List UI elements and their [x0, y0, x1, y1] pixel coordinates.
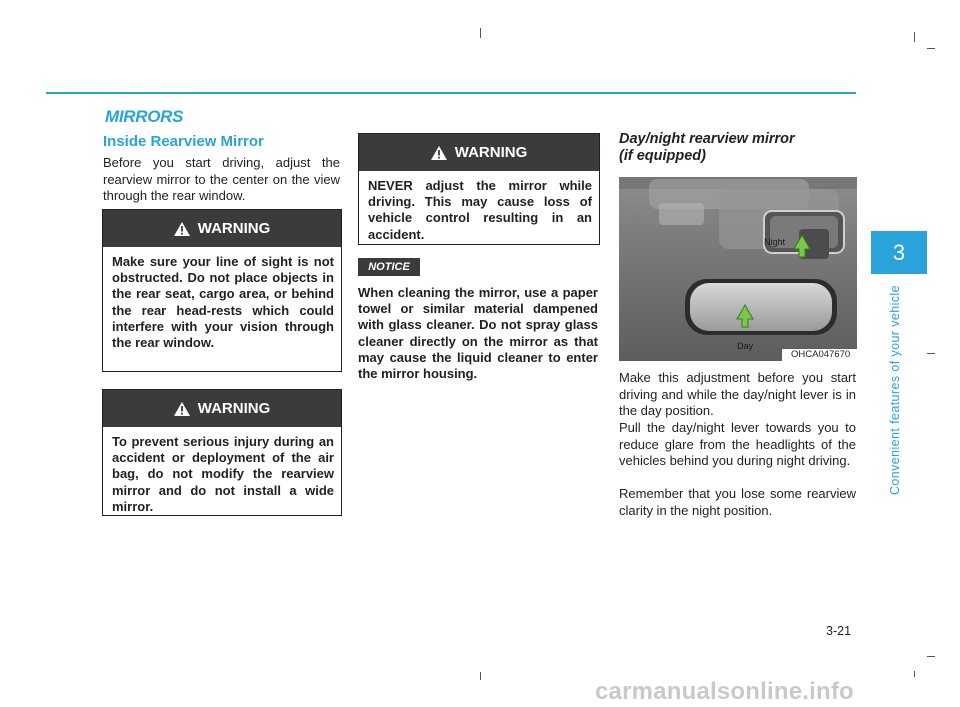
- warning-box: [358, 133, 600, 245]
- crop-mark: [480, 28, 481, 38]
- daynight-heading: [619, 131, 859, 165]
- section-title: MIRRORS: [105, 107, 184, 126]
- crop-mark: [914, 32, 915, 42]
- header-rule: [46, 92, 856, 94]
- warning-label: WARNING: [454, 144, 528, 161]
- warning-header: [103, 390, 341, 427]
- figure-code: OHCA047670: [791, 349, 851, 360]
- warning-label: WARNING: [197, 400, 271, 417]
- day-label: Day: [737, 341, 754, 351]
- subsection-heading: Inside Rearview Mirror: [103, 133, 264, 150]
- warning-text: NEVER adjust the mirror while driving. This may cause loss of vehicle control resulting in an accident.: [368, 178, 592, 242]
- chapter-tab: 3: [871, 231, 927, 274]
- daynight-heading-line2: (if equipped): [619, 148, 706, 164]
- daynight-paragraph: Remember that you lose some rearview clarity in the night position.: [619, 486, 856, 518]
- daynight-heading-line1: Day/night rearview mirror: [619, 131, 795, 147]
- crop-mark: [480, 672, 481, 680]
- crop-mark: [927, 353, 935, 354]
- warning-triangle-icon: [431, 146, 447, 160]
- night-label: Night: [764, 237, 786, 247]
- mirror-photo-image: [619, 177, 857, 361]
- crop-mark: [927, 48, 935, 49]
- warning-text: Make sure your line of sight is not obstructed. Do not place objects in the rear seat, cargo area, or behind the rear head-rests which could interfere with your vision through the rear window.: [112, 254, 334, 351]
- warning-text: To prevent serious injury during an accident or deployment of the air bag, do not modify the rearview mirror and do not install a wide mirror.: [112, 434, 334, 514]
- intro-paragraph: Before you start driving, adjust the rearview mirror to the center on the view through the rear window.: [103, 155, 340, 203]
- warning-triangle-icon: [174, 222, 190, 236]
- daynight-paragraph: Make this adjustment before you start driving and while the day/night lever is in the day position.: [619, 370, 856, 418]
- warning-box: [102, 389, 342, 516]
- warning-label: WARNING: [197, 220, 271, 237]
- notice-badge: NOTICE: [358, 258, 420, 276]
- watermark: carmanualsonline.info: [595, 678, 854, 705]
- page-number: 3-21: [826, 624, 852, 638]
- chapter-title-vertical: [880, 280, 910, 500]
- warning-triangle-icon: [174, 402, 190, 416]
- warning-header: [103, 210, 341, 247]
- warning-header: [359, 134, 599, 171]
- daynight-paragraph: Pull the day/night lever towards you to reduce glare from the headlights of the vehicles behind you during night driving.: [619, 420, 856, 468]
- notice-text: When cleaning the mirror, use a paper towel or similar material dampened with glass cleaner. Do not spray glass cleaner directly on the mirror as that may cause the liquid cleaner to enter the mirror housing.: [358, 285, 598, 382]
- crop-mark: [927, 656, 935, 657]
- chapter-title: Convenient features of your vehicle: [888, 285, 902, 495]
- crop-mark: [914, 671, 915, 677]
- rearview-mirror-illustration: [619, 177, 857, 361]
- warning-box: [102, 209, 342, 372]
